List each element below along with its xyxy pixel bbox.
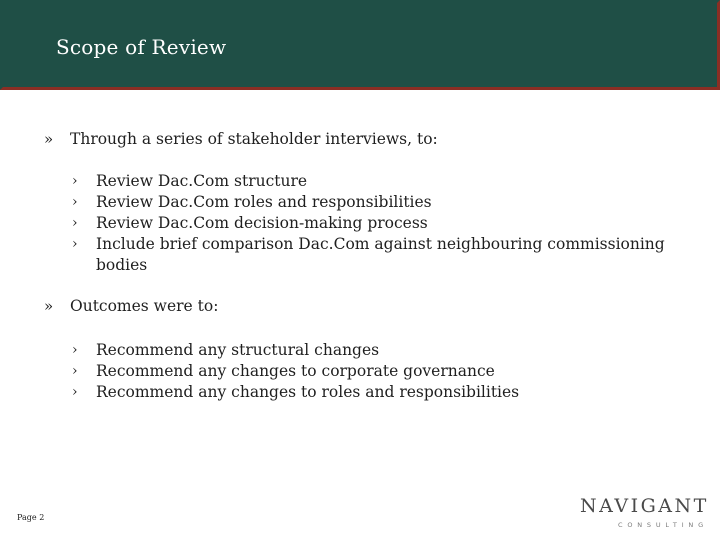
double-chevron-icon: »	[44, 130, 54, 148]
chevron-icon: ›	[72, 215, 78, 231]
list-item: › Recommend any structural changes	[72, 341, 380, 359]
list-item: › Recommend any changes to corporate governance	[72, 362, 495, 380]
list-item: › Review Dac.Com decision-making process	[72, 214, 428, 232]
list-item: › Recommend any changes to roles and responsibilities	[72, 383, 520, 401]
double-chevron-icon: »	[44, 297, 54, 315]
chevron-icon: ›	[72, 363, 78, 379]
chevron-icon: ›	[72, 194, 78, 210]
chevron-icon: ›	[72, 384, 78, 400]
chevron-icon: ›	[72, 173, 78, 189]
logo-subtitle: CONSULTING	[618, 521, 708, 529]
navigant-logo	[580, 495, 709, 533]
logo-word: NAVIGANT	[580, 495, 709, 517]
list-item: › Review Dac.Com structure	[72, 172, 308, 190]
section-1-text: Through a series of stakeholder interviews, to:	[70, 130, 438, 148]
slide-title: Scope of Review	[56, 35, 227, 59]
section-2-text: Outcomes were to:	[70, 297, 219, 315]
list-item: › Review Dac.Com roles and responsibilities	[72, 193, 432, 211]
section-2-bullet	[44, 297, 218, 315]
title-bar	[0, 0, 720, 90]
chevron-icon: ›	[72, 342, 78, 358]
list-item: › Include brief comparison Dac.Com against neighbouring commissioning bodies	[72, 235, 665, 274]
section-1-bullet	[44, 130, 438, 148]
page-number: Page 2	[17, 513, 45, 522]
chevron-icon: ›	[72, 236, 78, 252]
